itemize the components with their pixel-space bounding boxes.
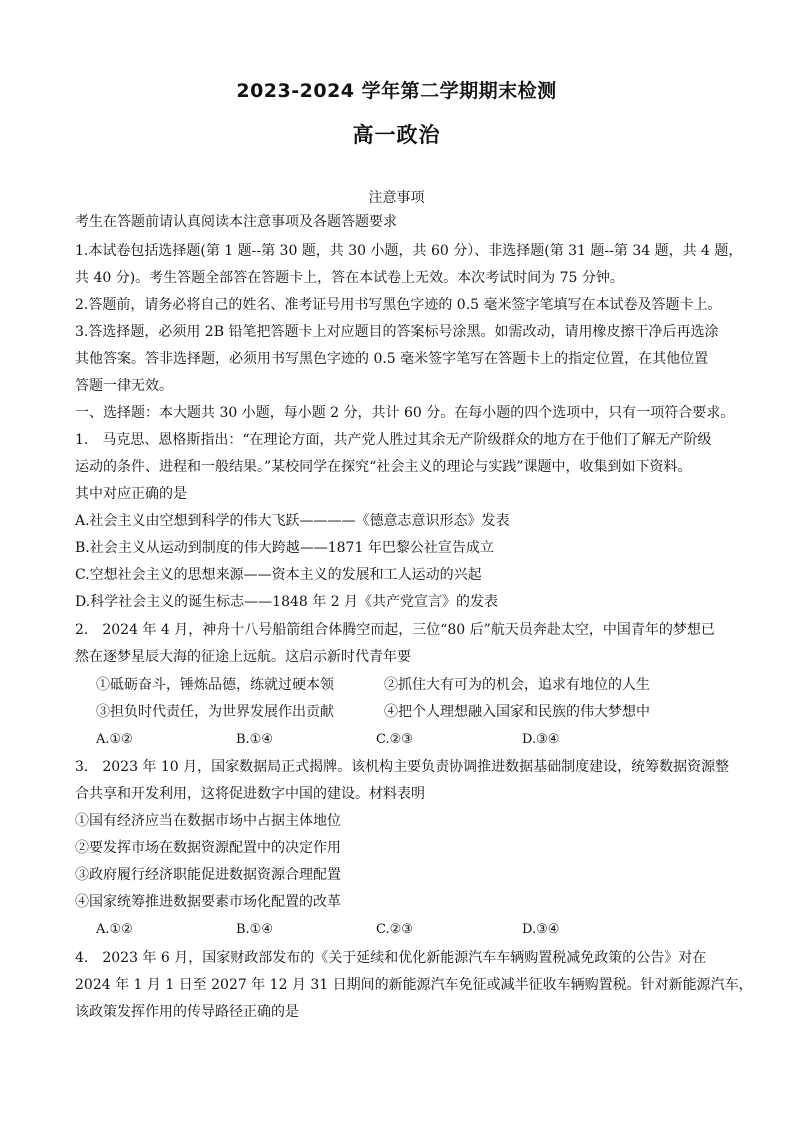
q3-option-d: D.③④ (522, 922, 560, 937)
q1-option-b: B.社会主义从运动到制度的伟大跨越——1871 年巴黎公社宣告成立 (75, 540, 494, 556)
q3-statement-2: ②要发挥市场在数据资源配置中的决定作用 (75, 840, 341, 856)
q3-option-a: A.①② (96, 922, 133, 937)
q2-option-d: D.③④ (522, 732, 560, 747)
exam-title: 2023-2024 学年第二学期期末检测 (236, 80, 557, 102)
notice-item-1-line-1: 1.本试卷包括选择题(第 1 题--第 30 题，共 30 小题，共 60 分）、非选择题(第 31 题--第 34 题，共 4 题， (75, 243, 743, 259)
q1-stem-line-2: 运动的条件、进程和一般结果。”某校同学在探究“社会主义的理论与实践”课题中，收集到如下资料。 (75, 459, 692, 475)
q4-stem-line-3: 该政策发挥作用的传导路径正确的是 (75, 1004, 299, 1020)
notice-item-3-line-1: 3.答选择题，必须用 2B 铅笔把答题卡上对应题目的答案标号涂黑。如需改动，请用橡皮擦干净后再选涂 (75, 324, 719, 340)
q4-stem-line-2: 2024 年 1 月 1 日至 2027 年 12 月 31 日期间的新能源汽车免征或减半征收车辆购置税。针对新能源汽车， (75, 977, 753, 993)
q3-stem-line-2: 合共享和开发利用，这将促进数字中国的建设。材料表明 (75, 786, 425, 802)
q2-option-a: A.①② (96, 732, 133, 747)
q3-statement-4: ④国家统筹推进数据要素市场化配置的改革 (75, 894, 341, 910)
q2-statement-4: ④把个人理想融入国家和民族的伟大梦想中 (384, 704, 650, 720)
q3-statement-1: ①国有经济应当在数据市场中占据主体地位 (75, 813, 341, 829)
section-heading: 一、选择题：本大题共 30 小题，每小题 2 分，共计 60 分。在每小题的四个选项中，只有一项符合要求。 (75, 405, 735, 421)
notice-intro: 考生在答题前请认真阅读本注意事项及各题答题要求 (75, 214, 397, 230)
q2-statement-3: ③担负时代责任，为世界发展作出贡献 (96, 704, 334, 720)
q2-statement-2: ②抓住大有可为的机会，追求有地位的人生 (384, 677, 650, 693)
q4-stem-line-1: 4. 2023 年 6 月，国家财政部发布的《关于延续和优化新能源汽车车辆购置税减免政策的公告》对在 (75, 950, 707, 966)
q3-option-c: C.②③ (376, 922, 413, 937)
q3-option-b: B.①④ (236, 922, 273, 937)
notice-item-1-line-2: 共 40 分)。考生答题全部答在答题卡上，答在本试卷上无效。本次考试时间为 75 分钟。 (75, 270, 624, 286)
notice-heading: 注意事项 (368, 190, 425, 206)
notice-item-3-line-3: 答题一律无效。 (75, 378, 173, 394)
notice-item-2: 2.答题前，请务必将自己的姓名、准考证号用书写黑色字迹的 0.5 毫米签字笔填写在本试卷及答题卡上。 (75, 297, 722, 313)
q2-statement-1: ①砥砺奋斗，锤炼品德，练就过硬本领 (96, 677, 334, 693)
exam-subject: 高一政治 (352, 123, 441, 147)
q2-stem-line-1: 2. 2024 年 4 月，神舟十八号船箭组合体腾空而起，三位“80 后”航天员奔赴太空，中国青年的梦想已 (75, 622, 715, 638)
q1-option-c: C.空想社会主义的思想来源——资本主义的发展和工人运动的兴起 (75, 567, 482, 583)
q1-option-d: D.科学社会主义的诞生标志——1848 年 2 月《共产党宣言》的发表 (75, 594, 499, 610)
q1-option-a: A.社会主义由空想到科学的伟大飞跃————《德意志意识形态》发表 (75, 513, 510, 529)
q1-stem-line-1: 1. 马克思、恩格斯指出：“在理论方面，共产党人胜过其余无产阶级群众的地方在于他们了解无产阶级 (75, 432, 712, 448)
q3-stem-line-1: 3. 2023 年 10 月，国家数据局正式揭牌。该机构主要负责协调推进数据基础制度建设，统筹数据资源整 (75, 759, 730, 775)
q2-option-b: B.①④ (236, 732, 273, 747)
q2-option-c: C.②③ (376, 732, 413, 747)
q1-stem-line-3: 其中对应正确的是 (75, 486, 187, 502)
q3-statement-3: ③政府履行经济职能促进数据资源合理配置 (75, 867, 341, 883)
notice-item-3-line-2: 其他答案。答非选择题，必须用书写黑色字迹的 0.5 毫米签字笔写在答题卡上的指定位置，在其他位置 (75, 351, 709, 367)
q2-stem-line-2: 然在逐梦星辰大海的征途上远航。这启示新时代青年要 (75, 649, 411, 665)
